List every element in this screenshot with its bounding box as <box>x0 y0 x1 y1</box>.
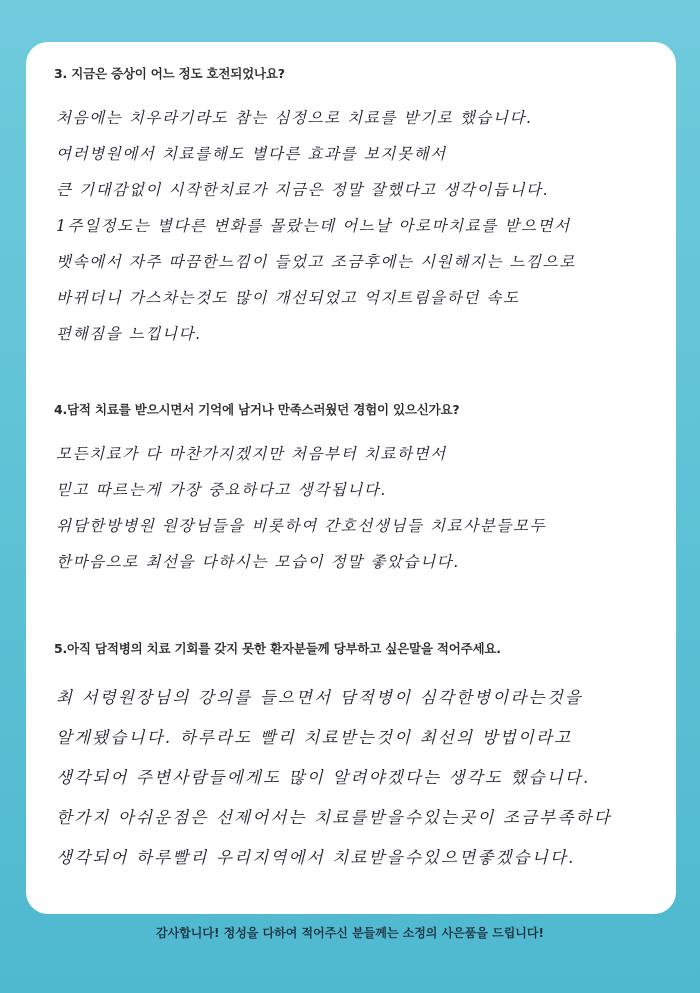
answer-line: 모든치료가 다 마찬가지겠지만 처음부터 치료하면서 <box>56 445 447 463</box>
answer-line: 생각되어 주변사람들에게도 많이 알려야겠다는 생각도 했습니다. <box>56 768 591 787</box>
answer-line: 편해짐을 느낍니다. <box>56 325 202 343</box>
question-3-label: 3. 지금은 증상이 어느 정도 호전되었나요? <box>54 66 285 81</box>
question-5-answer <box>56 678 658 878</box>
answer-line: 1주일정도는 별다른 변화를 몰랐는데 어느날 아로마치료를 받으면서 <box>56 217 571 235</box>
answer-line: 여러병원에서 치료를해도 별다른 효과를 보지못해서 <box>56 145 447 163</box>
survey-card <box>26 42 676 914</box>
answer-line: 바뀌더니 가스차는것도 많이 개선되었고 억지트림을하던 속도 <box>56 289 520 307</box>
answer-line: 최 서령원장님의 강의를 들으면서 담적병이 심각한병이라는것을 <box>56 688 583 707</box>
question-3-answer <box>56 100 658 352</box>
question-5-label: 5.아직 담적병의 치료 기회를 갖지 못한 환자분들께 당부하고 싶은말을 적어주세요. <box>54 641 501 656</box>
question-4-label: 4.담적 치료를 받으시면서 기억에 남거나 만족스러웠던 경험이 있으신가요? <box>54 402 460 417</box>
answer-line: 믿고 따르는게 가장 중요하다고 생각됩니다. <box>56 481 387 499</box>
answer-line: 처음에는 치우라기라도 참는 심정으로 치료를 받기로 했습니다. <box>56 109 533 127</box>
question-4-answer <box>56 436 658 580</box>
answer-line: 뱃속에서 자주 따끔한느낌이 들었고 조금후에는 시원해지는 느낌으로 <box>56 253 576 271</box>
answer-line: 한마음으로 최선을 다하시는 모습이 정말 좋았습니다. <box>56 553 460 571</box>
answer-line: 큰 기대감없이 시작한치료가 지금은 정말 잘했다고 생각이듭니다. <box>56 181 550 199</box>
answer-line: 알게됐습니다. 하루라도 빨리 치료받는것이 최선의 방법이라고 <box>56 728 573 747</box>
answer-line: 한가지 아쉬운점은 선제어서는 치료를받을수있는곳이 조금부족하다 <box>56 808 612 827</box>
footer-thanks: 감사합니다! 정성을 다하여 적어주신 분들께는 소정의 사은품을 드립니다! <box>156 926 544 940</box>
answer-line: 생각되어 하루빨리 우리지역에서 치료받을수있으면좋겠습니다. <box>56 848 576 867</box>
answer-line: 위담한방병원 원장님들을 비롯하여 간호선생님들 치료사분들모두 <box>56 517 547 535</box>
